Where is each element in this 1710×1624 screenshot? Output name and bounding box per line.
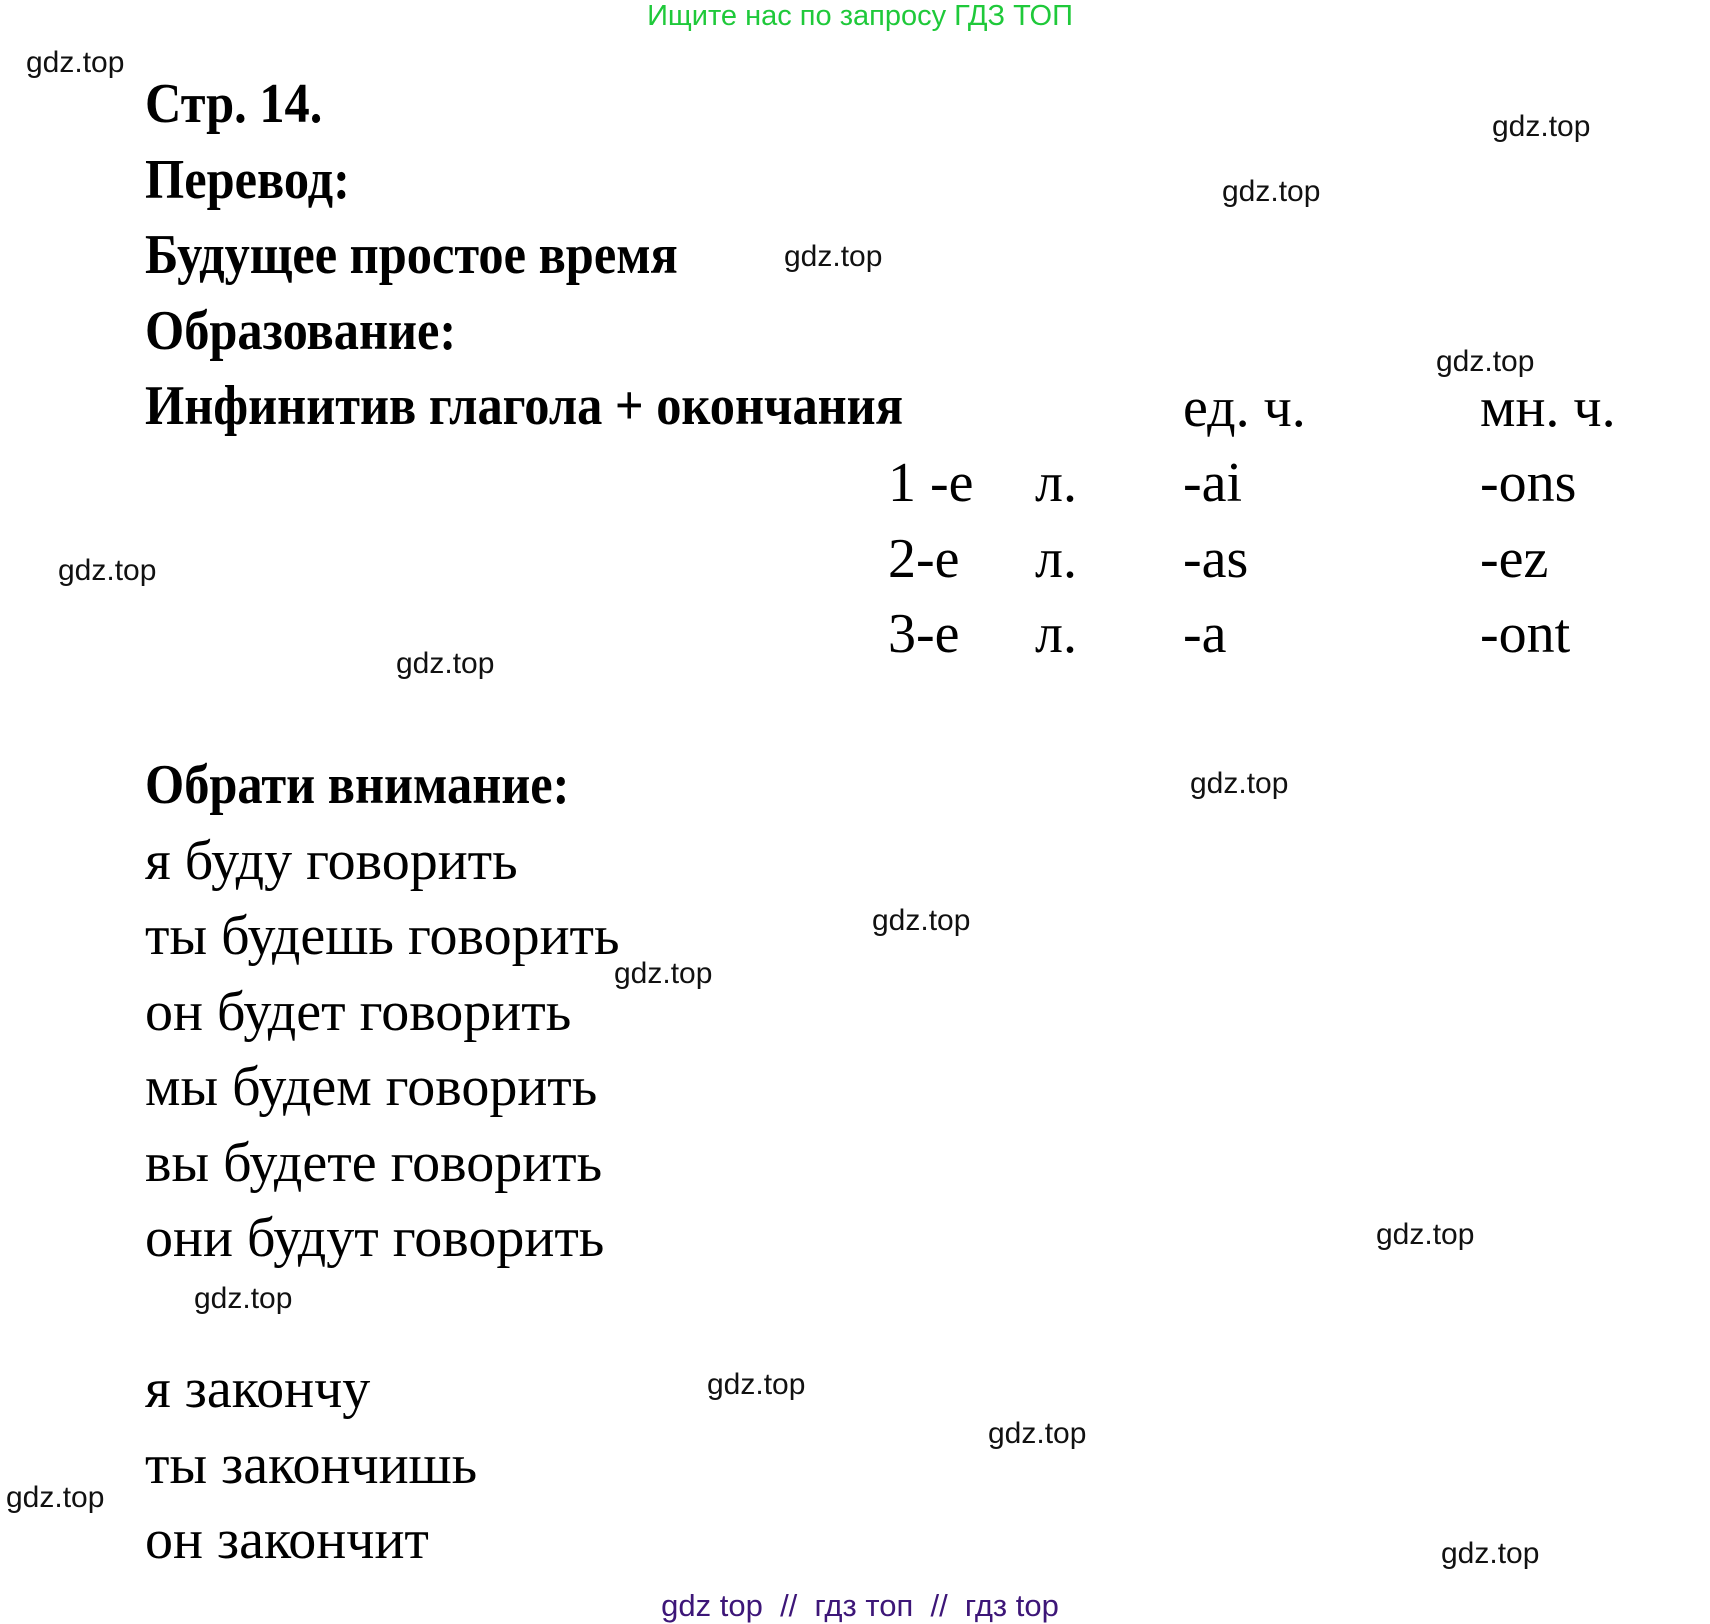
watermark: gdz.top — [6, 1481, 105, 1514]
formation-heading: Образование: — [145, 300, 457, 362]
search-banner: Ищите нас по запросу ГДЗ ТОП — [647, 0, 1073, 32]
watermark: gdz.top — [1492, 110, 1591, 143]
watermark: gdz.top — [1441, 1537, 1540, 1570]
watermark: gdz.top — [1222, 175, 1321, 208]
abbr-cell: л. — [1035, 603, 1077, 665]
watermark: gdz.top — [396, 647, 495, 680]
watermark: gdz.top — [1190, 767, 1289, 800]
watermark: gdz.top — [988, 1417, 1087, 1450]
abbr-cell: л. — [1035, 528, 1077, 590]
note-heading: Обрати внимание: — [145, 754, 570, 816]
translation-heading: Перевод: — [145, 149, 350, 211]
singular-ending: -ai — [1183, 452, 1243, 514]
watermark: gdz.top — [58, 554, 157, 587]
watermark: gdz.top — [26, 46, 125, 79]
person-cell: 3-е — [888, 603, 960, 665]
list-item: он будет говорить — [145, 981, 572, 1043]
list-item: он закончит — [145, 1509, 429, 1571]
watermark: gdz.top — [784, 240, 883, 273]
abbr-cell: л. — [1035, 452, 1077, 514]
plural-ending: -ons — [1480, 452, 1577, 514]
tense-title: Будущее простое время — [145, 224, 678, 286]
singular-ending: -as — [1183, 528, 1249, 590]
watermark: gdz.top — [1376, 1218, 1475, 1251]
watermark: gdz.top — [194, 1282, 293, 1315]
plural-ending: -ez — [1480, 528, 1549, 590]
singular-ending: -a — [1183, 603, 1227, 665]
list-item: вы будете говорить — [145, 1132, 603, 1194]
plural-ending: -ont — [1480, 603, 1571, 665]
footer-watermark: gdz top // гдз топ // гдз top — [661, 1588, 1059, 1623]
list-item: ты будешь говорить — [145, 905, 620, 967]
list-item: мы будем говорить — [145, 1056, 598, 1118]
person-cell: 1 -е — [888, 452, 974, 514]
header-plural: мн. ч. — [1480, 377, 1616, 439]
list-item: они будут говорить — [145, 1207, 605, 1269]
watermark: gdz.top — [872, 904, 971, 937]
watermark: gdz.top — [614, 957, 713, 990]
list-item: я буду говорить — [145, 830, 518, 892]
person-cell: 2-е — [888, 528, 960, 590]
header-singular: ед. ч. — [1183, 377, 1306, 439]
formation-rule: Инфинитив глагола + окончания — [145, 375, 903, 437]
watermark: gdz.top — [707, 1368, 806, 1401]
list-item: ты закончишь — [145, 1434, 478, 1496]
list-item: я закончу — [145, 1358, 371, 1420]
page-number: Стр. 14. — [145, 73, 323, 135]
watermark: gdz.top — [1436, 345, 1535, 378]
